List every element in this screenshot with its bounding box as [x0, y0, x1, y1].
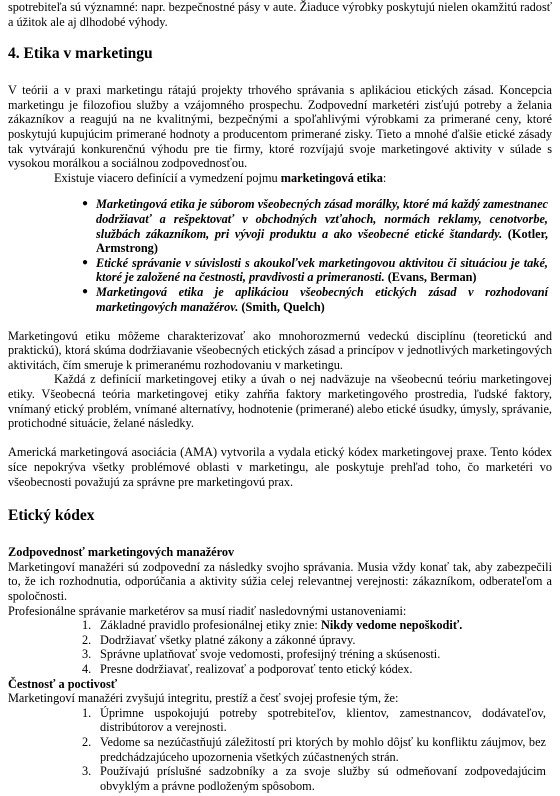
- paragraph-intro: V teórii a v praxi marketingu rátajú projekty trhového správania s aplikáciou etických zásad. Koncepcia marketingu je filozofiou služby a vzájomného prospechu. Zodpovední marketéri zisťujú potreby a želania zákazníkov a reagujú na ne kvalitnými, bezpečnými a spoľahlivými výrobkami za primerané ceny, ktoré poskytujú kupujúcim primerané hodnoty a producentom primerané zisky. Tieto a mnohé ďalšie etické zásady tak vytvárajú konkurenčnú výhodu pre tie firmy, ktoré rozvíjajú svoje marketingové aktivity v súlade s vysokou morálkou a sociálnou zodpovednosťou.: [8, 83, 552, 171]
- definition-item: ● Marketingová etika je súborom všeobecných zásad morálky, ktoré má každý zamestnanec dodržiavať a rešpektovať v obchodných vzťahoch, normách reklamy, cenotvorbe, službách zákazníkom, pri vývoji produktu a ako všeobecné etické štandardy. (Kotler, Armstrong): [82, 197, 548, 256]
- subheading-honesty: Čestnosť a poctivosť: [8, 676, 118, 691]
- paragraph-general-theory: Každá z definícií marketingovej etiky a úvah o nej nadväzuje na všeobecnú teóriu marketingovej etiky. Všeobecná teória marketingovej etiky zahŕňa faktory marketingového prostredia, ľudské faktory, vnímaný etický problém, vnímané alternatívy, hodnotenie (primerané) alebo etické úsudky, úmysly, správanie, protichodné situácie, želané následky.: [8, 372, 552, 431]
- section-heading-code: Etický kódex: [8, 507, 95, 525]
- paragraph-ama: Americká marketingová asociácia (AMA) vytvorila a vydala etický kódex marketingovej praxe. Tento kódex síce nepokrýva všetky problémové oblasti v marketingu, ale poskytuje prehľad toho, čo marketéri vo všeobecnosti považujú za správne pre marketingovú prax.: [8, 445, 552, 489]
- section-heading-ethics: 4. Etika v marketingu: [8, 45, 153, 63]
- definition-item: ● Marketingová etika je aplikáciou všeobecných etických zásad v rozhodovaní marketingových manažérov. (Smith, Quelch): [82, 284, 548, 314]
- list-item: 2. Vedome sa nezúčastňujú záležitostí pri ktorých by mohlo dôjsť ku konfliktu záujmov, bez predchádzajúceho upozornenia všetkých zúčastnených strán.: [82, 734, 546, 764]
- paragraph-honesty-intro: Marketingoví manažéri zvyšujú integritu, prestíž a česť svojej profesie tým, že:: [8, 691, 399, 706]
- list-item: 3. Správne uplatňovať svoje vedomosti, profesijný tréning a skúsenosti.: [82, 647, 441, 662]
- list-item: 2. Dodržiavať všetky platné zákony a zákonné úpravy.: [82, 632, 356, 647]
- paragraph-discipline: Marketingovú etiku môžeme charakterizovať ako mnohorozmernú vedeckú disciplínu (teoretickú and praktickú), ktorá skúma dodržiavanie všeobecných etických zásad a princípov v jednotlivých marketingových aktivitách, čím smeruje k primeranému rozhodovaniu v marketingu.: [8, 328, 552, 372]
- top-fragment: spotrebiteľa sú významné: napr. bezpečnostné pásy v aute. Žiaduce výrobky poskytujú nielen okamžitú radosť a úžitok ale aj dlhodobé výhody.: [8, 0, 552, 29]
- list-item: 1. Úprimne uspokojujú potreby spotrebiteľov, klientov, zamestnancov, dodávateľov, distribútorov a verejnosti.: [82, 705, 546, 735]
- paragraph-responsibility: Marketingoví manažéri sú zodpovední za následky svojho správania. Musia vždy konať tak, aby zabezpečili to, že ich rozhodnutia, odporúčania a aktivity súžia celej relevantnej verejnosti: zákazníkom, odberateľom a spoločnosti.: [8, 559, 552, 603]
- bullet-icon: ●: [82, 256, 89, 268]
- rules-list-honesty: [8, 706, 552, 794]
- rules-list-responsibility: [8, 618, 552, 676]
- definition-item: ● Etické správanie v súvislosti s akoukoľvek marketingovou aktivitou či situáciou je také, ktoré je založené na čestnosti, pravdivosti a primeranosti. (Evans, Berman): [82, 255, 548, 285]
- list-item: 1. Základné pravidlo profesionálnej etiky znie: Nikdy vedome nepoškodiť.: [82, 618, 463, 633]
- paragraph-rules-intro: Profesionálne správanie marketérov sa musí riadiť nasledovnými ustanoveniami:: [8, 603, 407, 618]
- bullet-icon: ●: [82, 198, 89, 210]
- bullet-icon: ●: [82, 285, 89, 297]
- paragraph-definitions-lead: Existuje viacero definícií a vymedzení pojmu marketingová etika:: [54, 170, 387, 185]
- list-item: 4. Presne dodržiavať, realizovať a podporovať tento etický kódex.: [82, 661, 413, 676]
- list-item: 3. Používajú príslušné sadzobníky a za svoje služby sú odmeňovaní zodpovedajúcim obvyklým a právne podloženým spôsobom.: [82, 764, 546, 793]
- subheading-responsibility: Zodpovednosť marketingových manažérov: [8, 545, 235, 560]
- definition-list: [8, 197, 552, 314]
